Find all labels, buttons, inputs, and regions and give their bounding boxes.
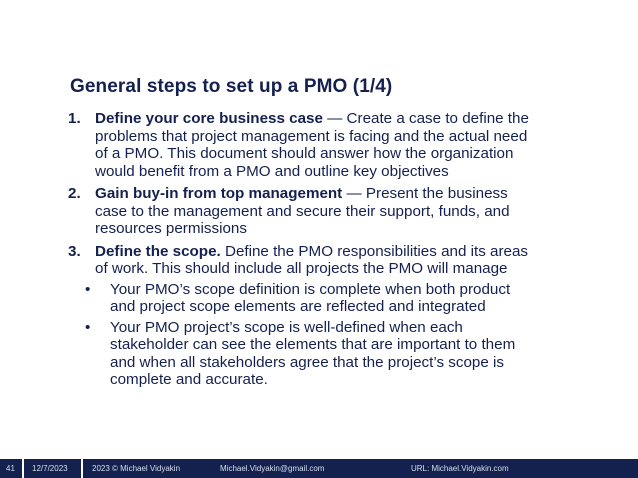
step-text: would benefit from a PMO and outline key objectives (95, 162, 449, 180)
bullet-text: and when all stakeholders agree that the project’s scope is (110, 353, 504, 371)
step-line (95, 243, 628, 261)
step-number: 3. (68, 242, 81, 260)
slide-title: General steps to set up a PMO (1/4) (70, 76, 393, 97)
step-number: 1. (68, 110, 81, 127)
bullet-text: and project scope elements are reflected and integrated (110, 298, 486, 315)
slide-content (68, 110, 628, 392)
step-number: 2. (68, 185, 81, 202)
step-lead: Define your core business case (95, 110, 323, 127)
page-number: 41 (6, 464, 15, 473)
scope-bullet-2 (83, 319, 628, 389)
bullet-text: stakeholder can see the elements that are important to them (110, 336, 516, 353)
step-item-2 (68, 185, 628, 238)
bullet-text: Your PMO’s scope definition is complete when both product (110, 280, 511, 298)
bullet-icon: • (85, 280, 91, 298)
step-line (95, 110, 628, 128)
step-lead: Gain buy-in from top management (95, 185, 343, 202)
footer-divider (81, 459, 83, 478)
scope-bullet-1 (83, 281, 628, 316)
step-lead: Define the scope. (95, 242, 221, 260)
step-text: of a PMO. This document should answer how the organization (95, 145, 514, 162)
footer-bar (0, 459, 638, 478)
footer-date: 12/7/2023 (32, 464, 68, 473)
step-text: Define the PMO responsibilities and its areas (220, 242, 529, 260)
step-text: case to the management and secure their support, funds, and (95, 202, 510, 220)
bullet-icon: • (85, 318, 91, 336)
step-item-1 (68, 110, 628, 180)
step-text: problems that project management is facing and the actual need (95, 127, 528, 145)
footer-divider (22, 459, 24, 478)
step-item-3 (68, 243, 628, 278)
step-text: of work. This should include all projects the PMO will manage (95, 260, 508, 277)
step-text: — Present the business (342, 185, 508, 202)
bullet-text: complete and accurate. (110, 371, 268, 388)
footer-url: URL: Michael.Vidyakin.com (411, 464, 509, 473)
footer-copyright: 2023 © Michael Vidyakin (92, 464, 181, 473)
step-text: resources permissions (95, 220, 247, 237)
footer-email: Michael.Vidyakin@gmail.com (220, 464, 325, 473)
bullet-text: Your PMO project’s scope is well-defined when each (110, 318, 463, 336)
step-text: — Create a case to define the (322, 110, 529, 127)
step-line (95, 185, 628, 203)
